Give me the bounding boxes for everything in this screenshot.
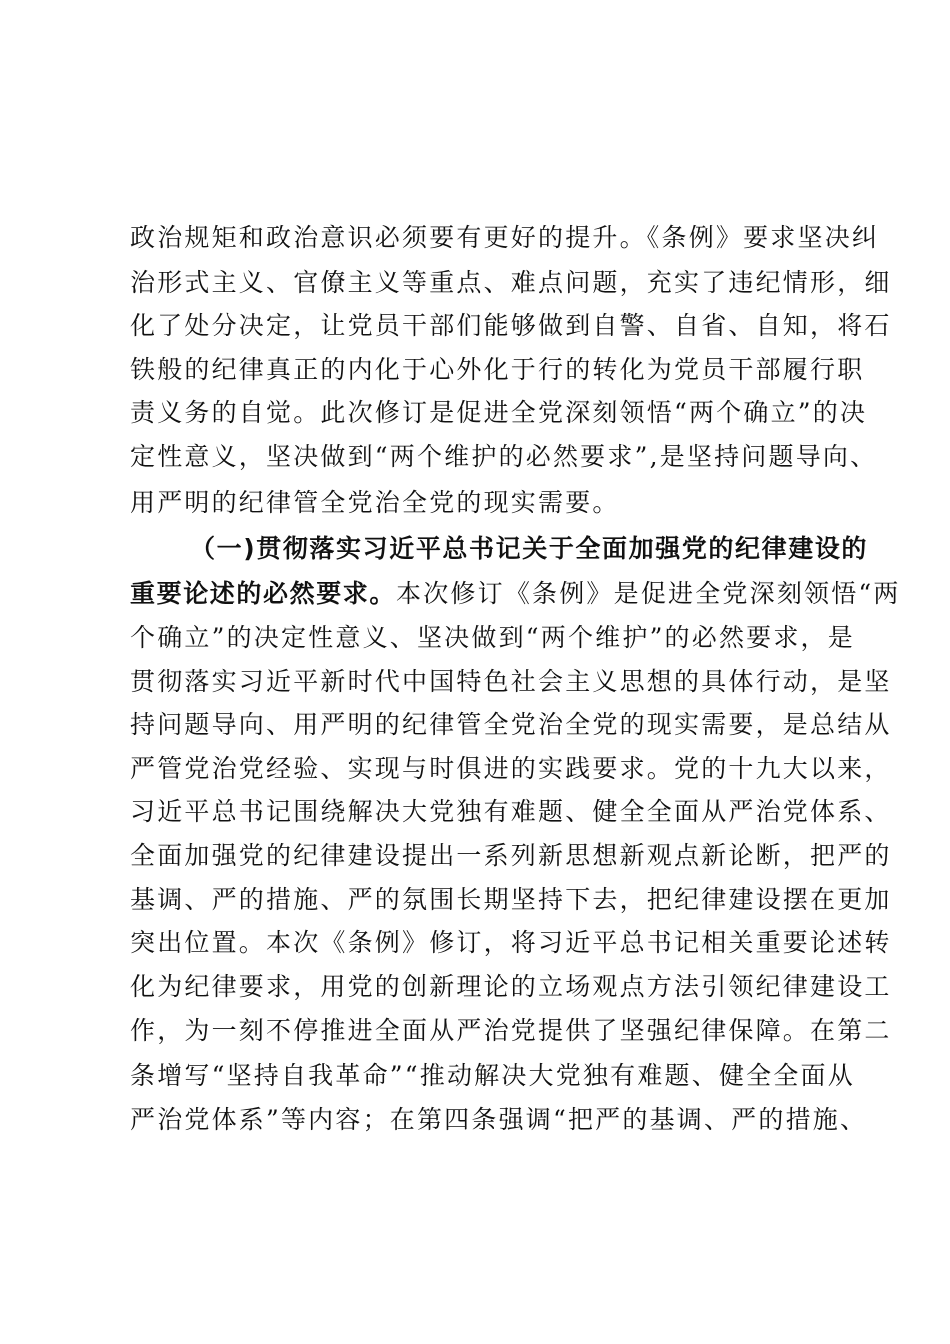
paragraph-line: 习近平总书记围绕解决大党独有难题、健全全面从严治党体系、 xyxy=(130,797,892,826)
paragraph-line: 用严明的纪律管全党治全党的现实需要。 xyxy=(130,488,620,517)
paragraph-line: 严管党治党经验、实现与时俱进的实践要求。党的十九大以来， xyxy=(130,754,892,783)
section-heading-continuation xyxy=(130,574,901,614)
paragraph-line: 化了处分决定，让党员干部们能够做到自警、自省、自知，将石 xyxy=(130,311,892,340)
paragraph-line: 持问题导向、用严明的纪律管全党治全党的现实需要，是总结从 xyxy=(130,710,892,739)
paragraph-line: 铁般的纪律真正的内化于心外化于行的转化为党员干部履行职 xyxy=(130,355,865,384)
paragraph-line: 责义务的自觉。此次修订是促进全党深刻领悟“两个确立”的决 xyxy=(130,398,868,427)
paragraph-line: 突出位置。本次《条例》修订，将习近平总书记相关重要论述转 xyxy=(130,928,892,957)
paragraph-line: 作，为一刻不停推进全面从严治党提供了坚强纪律保障。在第二 xyxy=(130,1016,892,1045)
paragraph-line: 化为纪律要求，用党的创新理论的立场观点方法引领纪律建设工 xyxy=(130,972,892,1001)
paragraph-line: 个确立”的决定性意义、坚决做到“两个维护”的必然要求，是 xyxy=(130,623,855,652)
paragraph-text: 本次修订《条例》是促进全党深刻领悟“两 xyxy=(396,579,901,608)
paragraph-line: 定性意义，坚决做到“两个维护的必然要求”,是坚持问题导向、 xyxy=(130,442,878,471)
paragraph-line: 政治规矩和政治意识必须要有更好的提升。《条例》要求坚决纠 xyxy=(130,223,880,252)
paragraph-line: 条增写“坚持自我革命”“推动解决大党独有难题、健全全面从 xyxy=(130,1061,855,1090)
paragraph-line: 严治党体系”等内容；在第四条强调“把严的基调、严的措施、 xyxy=(130,1105,868,1134)
paragraph-line: 治形式主义、官僚主义等重点、难点问题，充实了违纪情形，细 xyxy=(130,268,892,297)
section-heading: （一)贯彻落实习近平总书记关于全面加强党的纪律建设的 xyxy=(190,534,869,563)
paragraph-line: 基调、严的措施、严的氛围长期坚持下去，把纪律建设摆在更加 xyxy=(130,885,892,914)
paragraph-line: 贯彻落实习近平新时代中国特色社会主义思想的具体行动，是坚 xyxy=(130,667,892,696)
paragraph-line: 全面加强党的纪律建设提出一系列新思想新观点新论断，把严的 xyxy=(130,841,892,870)
section-heading-tail: 重要论述的必然要求。 xyxy=(130,579,397,608)
